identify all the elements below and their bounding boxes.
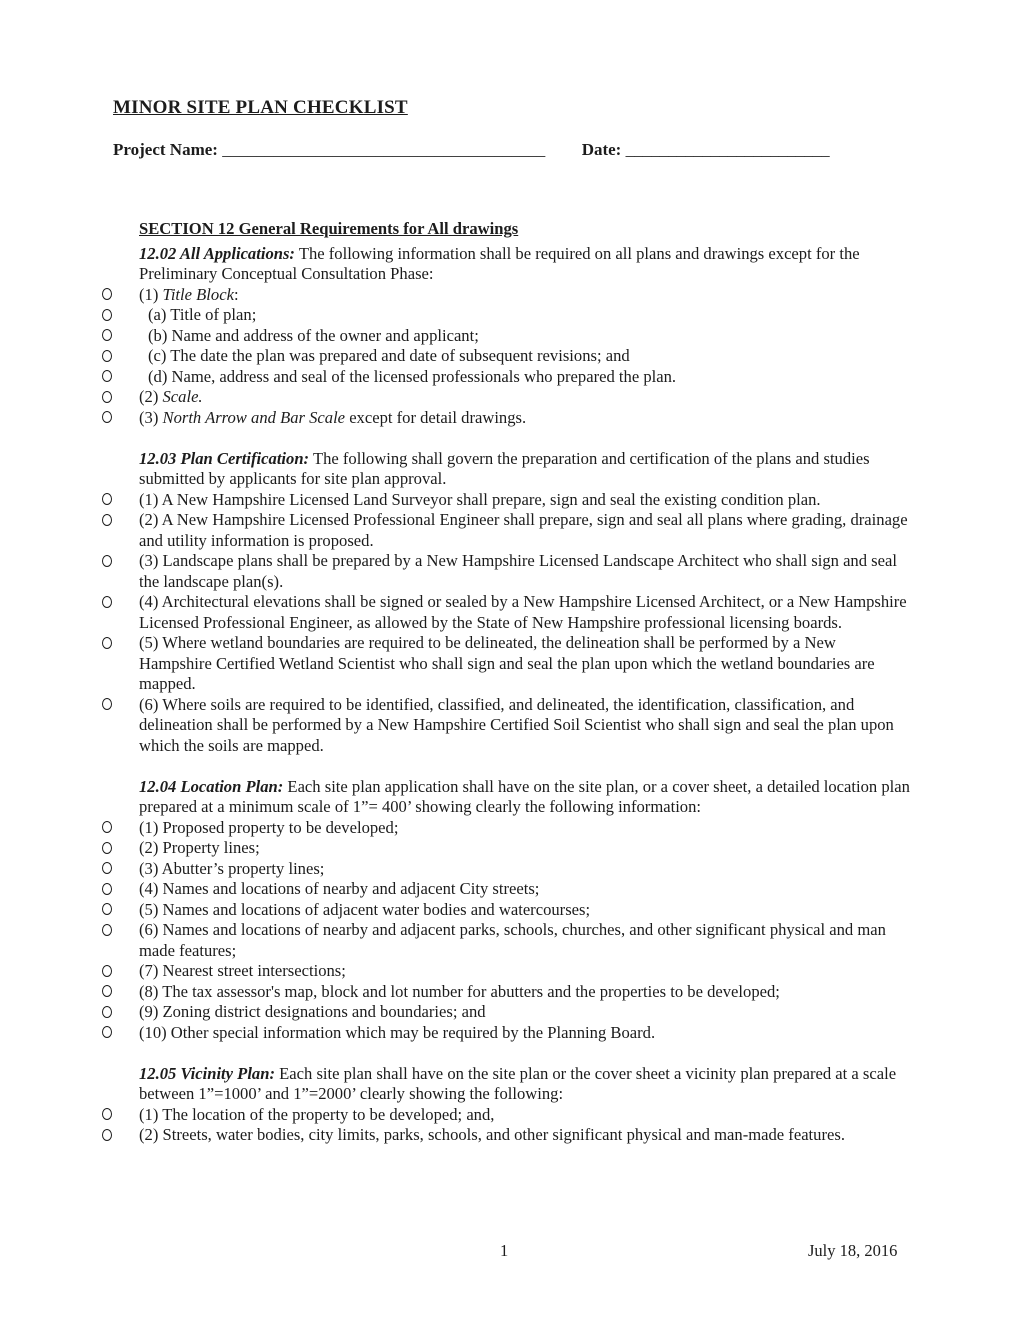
- text-run: (10) Other special information which may be required by the Planning Board.: [139, 1022, 656, 1042]
- checklist-row: [100, 408, 912, 429]
- item-text: [139, 285, 912, 306]
- text-run: The following shall govern the preparation and certification of the plans and studies submitted by applicants for site plan approval.: [139, 448, 870, 488]
- text-run: SECTION 12 General Requirements for All drawings: [139, 219, 519, 238]
- checkbox-circle-icon: [102, 350, 112, 362]
- checkbox-circle-icon: [102, 985, 112, 997]
- checkbox-circle-icon: [102, 329, 112, 341]
- checkbox-circle-icon: [102, 637, 112, 649]
- text-run: (3): [139, 407, 163, 427]
- checklist-row: [100, 490, 912, 511]
- item-text: [139, 818, 912, 839]
- item-text: [139, 305, 912, 326]
- checkbox-circle-icon: [102, 1006, 112, 1018]
- item-text: [139, 695, 912, 757]
- date-label: Date:: [581, 140, 622, 159]
- project-info-line: [113, 140, 830, 160]
- checkbox-gutter: [100, 551, 139, 567]
- text-run: Title Block: [162, 284, 234, 304]
- page-number: 1: [500, 1241, 509, 1260]
- item-text: [139, 551, 912, 592]
- checklist-row: [100, 1023, 912, 1044]
- checkbox-circle-icon: [102, 883, 112, 895]
- checkbox-circle-icon: [102, 288, 112, 300]
- text-run: (3) Landscape plans shall be prepared by a New Hampshire Licensed Landscape Architect who shall sign and seal the landscape plan(s).: [139, 551, 897, 591]
- checklist-row: [100, 551, 912, 592]
- item-text: [139, 961, 912, 982]
- item-text: [139, 859, 912, 880]
- text-run: 12.02 All Applications:: [139, 243, 295, 263]
- checklist-row: [100, 387, 912, 408]
- item-text: [139, 387, 912, 408]
- text-run: 12.03 Plan Certification:: [139, 448, 310, 468]
- checklist-row: [100, 961, 912, 982]
- checkbox-gutter: [100, 346, 139, 362]
- checklist-row: [100, 920, 912, 961]
- checklist-row: [100, 1105, 912, 1126]
- project-name-blank-field: ______________________________________: [222, 140, 546, 159]
- item-text: [139, 408, 912, 429]
- text-run: (1) A New Hampshire Licensed Land Surveyor shall prepare, sign and seal the existing condition plan.: [139, 489, 821, 509]
- checklist-row: [100, 1002, 912, 1023]
- checkbox-gutter: [100, 510, 139, 526]
- checkbox-circle-icon: [102, 965, 112, 977]
- item-text: [139, 592, 912, 633]
- item-text: [139, 879, 912, 900]
- checkbox-gutter: [100, 838, 139, 854]
- footer-date: July 18, 2016: [808, 1241, 898, 1260]
- item-text: [139, 1023, 912, 1044]
- checkbox-gutter: [100, 1125, 139, 1141]
- text-run: (5) Names and locations of adjacent water bodies and watercourses;: [139, 899, 591, 919]
- checklist-row: [100, 695, 912, 757]
- checkbox-circle-icon: [102, 1129, 112, 1141]
- para-row: [100, 777, 912, 818]
- item-text: [139, 490, 912, 511]
- text-run: (2) Property lines;: [139, 838, 260, 857]
- project-name-label: Project Name:: [113, 140, 218, 159]
- checkbox-gutter: [100, 387, 139, 403]
- checkbox-circle-icon: [102, 862, 112, 874]
- item-text: [139, 1002, 912, 1023]
- checkbox-circle-icon: [102, 842, 112, 854]
- checkbox-circle-icon: [102, 821, 112, 833]
- text-run: (1) Proposed property to be developed;: [139, 817, 399, 837]
- item-text: [139, 838, 912, 859]
- para-row: [100, 449, 912, 490]
- section-heading: [139, 219, 912, 240]
- checkbox-circle-icon: [102, 1108, 112, 1120]
- text-run: Each site plan shall have on the site plan or the cover sheet a vicinity plan prepared at a scale between 1”=1000’ and 1”=2000’ clearly showing the following:: [139, 1063, 897, 1103]
- text-run: (7) Nearest street intersections;: [139, 961, 346, 980]
- checkbox-gutter: [100, 326, 139, 342]
- checkbox-circle-icon: [102, 514, 112, 526]
- checkbox-circle-icon: [102, 596, 112, 608]
- date-blank-field: ________________________: [625, 140, 830, 159]
- text-run: (6) Names and locations of nearby and adjacent parks, schools, churches, and other significant physical and man made features;: [139, 920, 886, 960]
- text-run: (d) Name, address and seal of the licensed professionals who prepared the plan.: [148, 366, 677, 386]
- checkbox-gutter: [100, 900, 139, 916]
- checkbox-gutter: [100, 859, 139, 875]
- checklist-row: [100, 346, 912, 367]
- checkbox-circle-icon: [102, 924, 112, 936]
- text-run: (1) The location of the property to be developed; and,: [139, 1104, 495, 1124]
- checkbox-circle-icon: [102, 903, 112, 915]
- item-text: [139, 244, 912, 285]
- checkbox-gutter: [100, 879, 139, 895]
- text-run: Each site plan application shall have on the site plan, or a cover sheet, a detailed location plan prepared at a minimum scale of 1”= 400’ showing clearly the following information:: [139, 776, 910, 816]
- item-text: [139, 326, 912, 347]
- spacer-row: [100, 428, 912, 449]
- checkbox-circle-icon: [102, 698, 112, 710]
- text-run: (a) Title of plan;: [148, 305, 257, 324]
- text-run: (2) A New Hampshire Licensed Professional Engineer shall prepare, sign and seal all plans where grading, drainage and utility information is proposed.: [139, 510, 908, 550]
- checklist-row: [100, 859, 912, 880]
- checkbox-circle-icon: [102, 391, 112, 403]
- text-run: (2): [139, 387, 163, 406]
- item-text: [139, 1105, 912, 1126]
- item-text: [139, 449, 912, 490]
- item-text: [139, 367, 912, 388]
- checkbox-circle-icon: [102, 555, 112, 567]
- text-run: (9) Zoning district designations and boundaries; and: [139, 1002, 486, 1021]
- checkbox-gutter: [100, 633, 139, 649]
- heading-row: [100, 219, 912, 240]
- checklist-row: [100, 1125, 912, 1146]
- checklist-row: [100, 592, 912, 633]
- para-row: [100, 1064, 912, 1105]
- text-run: except for detail drawings.: [345, 407, 527, 427]
- checkbox-gutter: [100, 367, 139, 383]
- checklist-row: [100, 285, 912, 306]
- text-run: (4) Names and locations of nearby and adjacent City streets;: [139, 879, 540, 898]
- text-run: :: [233, 284, 239, 304]
- spacer-row: [100, 1043, 912, 1064]
- checklist-row: [100, 879, 912, 900]
- checklist-row: [100, 305, 912, 326]
- text-run: (2) Streets, water bodies, city limits, parks, schools, and other significant physical and man-made features.: [139, 1125, 845, 1144]
- item-text: [139, 920, 912, 961]
- checkbox-gutter: [100, 818, 139, 834]
- checkbox-gutter: [100, 982, 139, 998]
- text-run: North Arrow and Bar Scale: [162, 407, 346, 427]
- checkbox-gutter: [100, 695, 139, 711]
- checklist-row: [100, 818, 912, 839]
- item-text: [139, 1125, 912, 1146]
- checkbox-gutter: [100, 1105, 139, 1121]
- checkbox-gutter: [100, 920, 139, 936]
- item-text: [139, 346, 912, 367]
- checkbox-gutter: [100, 961, 139, 977]
- checkbox-gutter: [100, 490, 139, 506]
- checkbox-gutter: [100, 592, 139, 608]
- document-title: MINOR SITE PLAN CHECKLIST: [113, 97, 408, 118]
- text-run: Scale.: [162, 387, 203, 406]
- text-run: (6) Where soils are required to be identified, classified, and delineated, the identification, classification, and delineation shall be performed by a New Hampshire Certified Soil Scientist who shall sign and seal the plan upon which the soils are mapped.: [139, 694, 894, 755]
- checkbox-gutter: [100, 1002, 139, 1018]
- text-run: (4) Architectural elevations shall be signed or sealed by a New Hampshire Licensed Architect, or a New Hampshire Licensed Professional Engineer, as allowed by the State of New Hampshire professional licensing boards.: [139, 592, 907, 632]
- item-text: [139, 900, 912, 921]
- checklist-row: [100, 838, 912, 859]
- checkbox-circle-icon: [102, 493, 112, 505]
- checklist-row: [100, 510, 912, 551]
- checkbox-gutter: [100, 408, 139, 424]
- text-run: The following information shall be required on all plans and drawings except for the Preliminary Conceptual Consultation Phase:: [139, 243, 860, 283]
- para-row: [100, 244, 912, 285]
- checklist-row: [100, 900, 912, 921]
- checklist-row: [100, 326, 912, 347]
- item-text: [139, 1064, 912, 1105]
- item-text: [139, 777, 912, 818]
- text-run: (8) The tax assessor's map, block and lot number for abutters and the properties to be developed;: [139, 981, 780, 1001]
- text-run: 12.05 Vicinity Plan:: [139, 1063, 275, 1083]
- checklist-row: [100, 367, 912, 388]
- checkbox-circle-icon: [102, 309, 112, 321]
- checkbox-gutter: [100, 285, 139, 301]
- item-text: [139, 633, 912, 695]
- checklist-row: [100, 633, 912, 695]
- checkbox-gutter: [100, 1023, 139, 1039]
- text-run: 12.04 Location Plan:: [139, 776, 284, 796]
- checkbox-circle-icon: [102, 1026, 112, 1038]
- text-run: (5) Where wetland boundaries are required to be delineated, the delineation shall be performed by a New Hampshire Certified Wetland Scientist who shall sign and seal the plan upon which the wetland boundaries are mapped.: [139, 633, 875, 693]
- text-run: (1): [139, 284, 163, 304]
- checkbox-circle-icon: [102, 411, 112, 423]
- checkbox-circle-icon: [102, 370, 112, 382]
- checklist-row: [100, 982, 912, 1003]
- checklist-content: [100, 219, 912, 1146]
- item-text: [139, 510, 912, 551]
- text-run: (b) Name and address of the owner and applicant;: [148, 325, 479, 345]
- text-run: (c) The date the plan was prepared and date of subsequent revisions; and: [148, 346, 630, 365]
- text-run: (3) Abutter’s property lines;: [139, 858, 325, 878]
- spacer-row: [100, 756, 912, 777]
- checkbox-gutter: [100, 305, 139, 321]
- item-text: [139, 982, 912, 1003]
